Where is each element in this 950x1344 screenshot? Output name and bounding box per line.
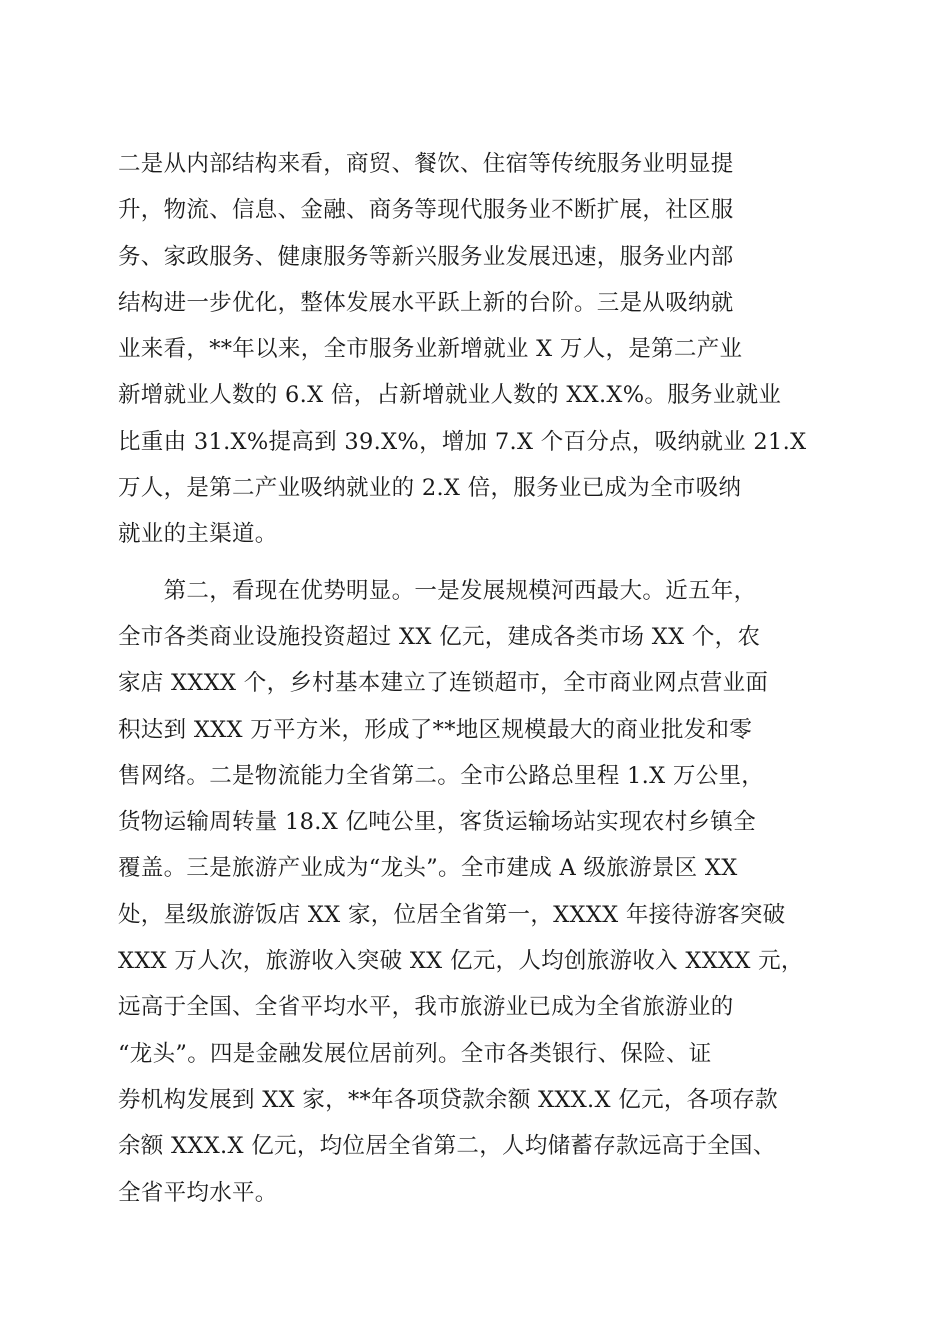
text-line: 处，星级旅游饭店 XX 家，位居全省第一，XXXX 年接待游客突破 (118, 901, 786, 928)
text-line: 全市各类商业设施投资超过 XX 亿元，建成各类市场 XX 个，农 (118, 623, 761, 650)
text-line: 覆盖。三是旅游产业成为“龙头”。全市建成 A 级旅游景区 XX (118, 855, 738, 882)
paragraph-employment-structure (118, 141, 834, 558)
text-line: XXX 万人次，旅游收入突破 XX 亿元，人均创旅游收入 XXXX 元， (118, 948, 804, 975)
text-line: 二是从内部结构来看，商贸、餐饮、住宿等传统服务业明显提 (118, 151, 734, 177)
text-line: 家店 XXXX 个，乡村基本建立了连锁超市，全市商业网点营业面 (118, 670, 769, 697)
text-line: 比重由 31.X%提高到 39.X%，增加 7.X 个百分点，吸纳就业 21.X (118, 428, 807, 455)
text-line: 万人，是第二产业吸纳就业的 2.X 倍，服务业已成为全市吸纳 (118, 475, 742, 502)
text-line: 积达到 XXX 万平方米，形成了**地区规模最大的商业批发和零 (118, 716, 753, 743)
text-line: 全省平均水平。 (118, 1179, 278, 1206)
document-body (118, 141, 834, 1216)
text-line: 第二，看现在优势明显。一是发展规模河西最大。近五年， (118, 577, 757, 604)
text-line: 新增就业人数的 6.X 倍，占新增就业人数的 XX.X%。服务业就业 (118, 382, 782, 409)
text-line: 售网络。二是物流能力全省第二。全市公路总里程 1.X 万公里， (118, 762, 765, 789)
text-line: 余额 XXX.X 亿元，均位居全省第二，人均储蓄存款远高于全国、 (118, 1133, 776, 1160)
text-line: 就业的主渠道。 (118, 521, 278, 548)
text-line: 货物运输周转量 18.X 亿吨公里，客货运输场站实现农村乡镇全 (118, 809, 756, 836)
text-line: 券机构发展到 XX 家，**年各项贷款余额 XXX.X 亿元，各项存款 (118, 1086, 778, 1113)
text-line: “龙头”。四是金融发展位居前列。全市各类银行、保险、证 (118, 1040, 712, 1067)
text-line: 远高于全国、全省平均水平，我市旅游业已成为全省旅游业的 (118, 994, 734, 1021)
text-line: 结构进一步优化，整体发展水平跃上新的台阶。三是从吸纳就 (118, 289, 734, 316)
text-line: 业来看，**年以来，全市服务业新增就业 X 万人，是第二产业 (118, 336, 743, 363)
paragraph-spacing (118, 558, 834, 568)
text-line: 务、家政服务、健康服务等新兴服务业发展迅速，服务业内部 (118, 243, 734, 270)
text-line: 升，物流、信息、金融、商务等现代服务业不断扩展，社区服 (118, 197, 734, 224)
paragraph-current-advantages (118, 568, 834, 1216)
